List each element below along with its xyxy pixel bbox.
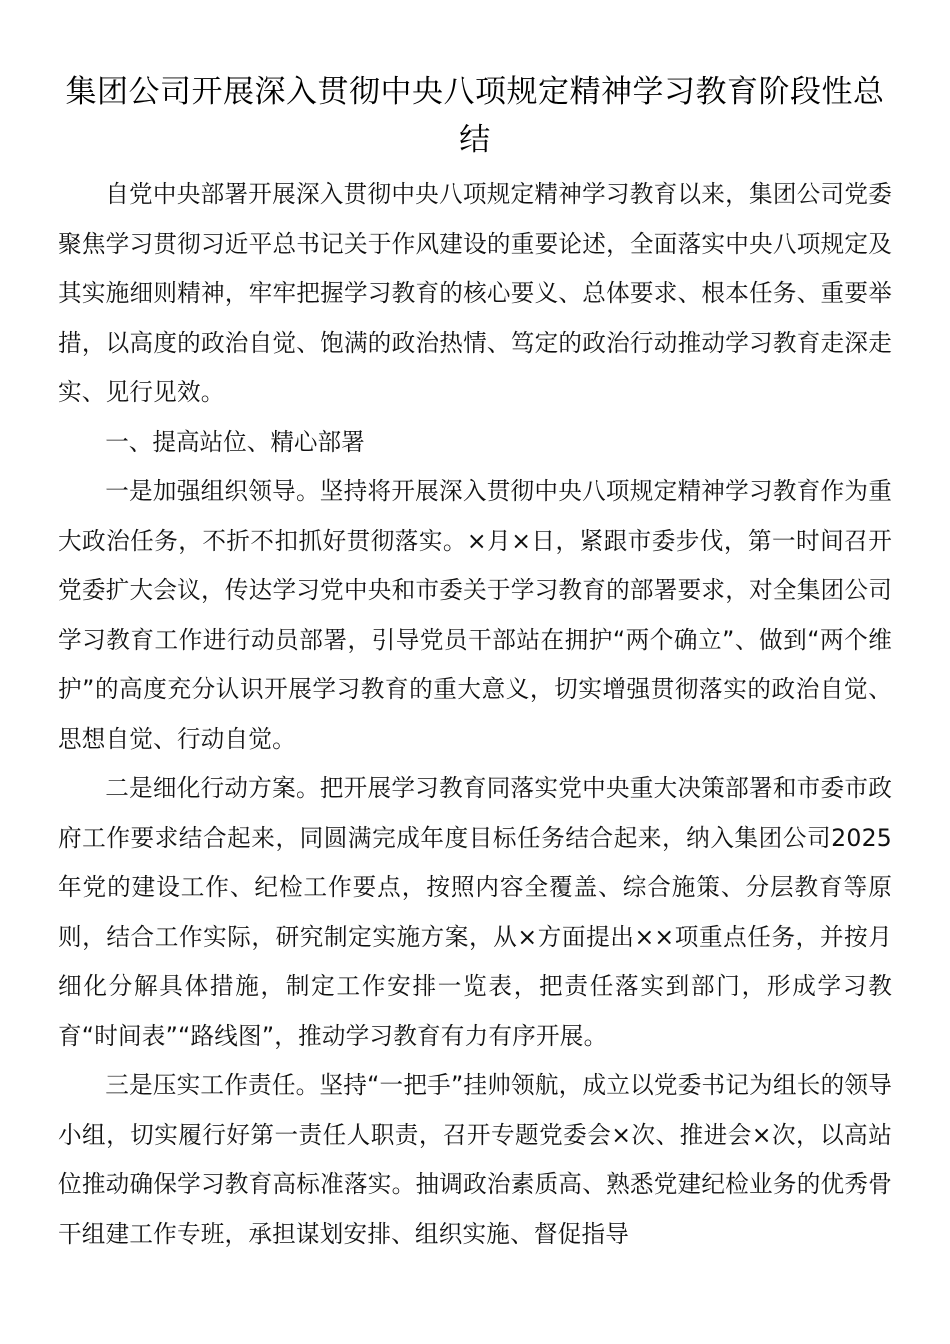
document-title: 集团公司开展深入贯彻中央八项规定精神学习教育阶段性总结 bbox=[65, 74, 885, 158]
paragraph-work-responsibility: 三是压实工作责任。坚持“一把手”挂帅领航，成立以党委书记为组长的领导小组，切实履行好第一责任人职责，召开专题党委会×次、推进会×次，以高站位推动确保学习教育高标准落实。抽调政治素质高、熟悉党建纪检业务的优秀骨干组建工作专班，承担谋划安排、组织实施、督促指导 bbox=[58, 1071, 892, 1248]
document-page bbox=[58, 68, 892, 1259]
intro-paragraph: 自党中央部署开展深入贯彻中央八项规定精神学习教育以来，集团公司党委聚焦学习贯彻习近平总书记关于作风建设的重要论述，全面落实中央八项规定及其实施细则精神，牢牢把握学习教育的核心要义、总体要求、根本任务、重要举措，以高度的政治自觉、饱满的政治热情、笃定的政治行动推动学习教育走深走实、见行见效。 bbox=[58, 180, 892, 406]
paragraph-action-plan: 二是细化行动方案。把开展学习教育同落实党中央重大决策部署和市委市政府工作要求结合起来，同圆满完成年度目标任务结合起来，纳入集团公司2025年党的建设工作、纪检工作要点，按照内容全覆盖、综合施策、分层教育等原则，结合工作实际，研究制定实施方案，从×方面提出××项重点任务，并按月细化分解具体措施，制定工作安排一览表，把责任落实到部门，形成学习教育“时间表”“路线图”，推动学习教育有力有序开展。 bbox=[58, 774, 892, 1050]
document-body bbox=[58, 170, 892, 1259]
section-heading: 一、提高站位、精心部署 bbox=[105, 427, 365, 456]
paragraph-organization-leadership: 一是加强组织领导。坚持将开展深入贯彻中央八项规定精神学习教育作为重大政治任务，不折不扣抓好贯彻落实。×月×日，紧跟市委步伐，第一时间召开党委扩大会议，传达学习党中央和市委关于学习教育的部署要求，对全集团公司学习教育工作进行动员部署，引导党员干部站在拥护“两个确立”、做到“两个维护”的高度充分认识开展学习教育的重大意义，切实增强贯彻落实的政治自觉、思想自觉、行动自觉。 bbox=[58, 477, 892, 753]
